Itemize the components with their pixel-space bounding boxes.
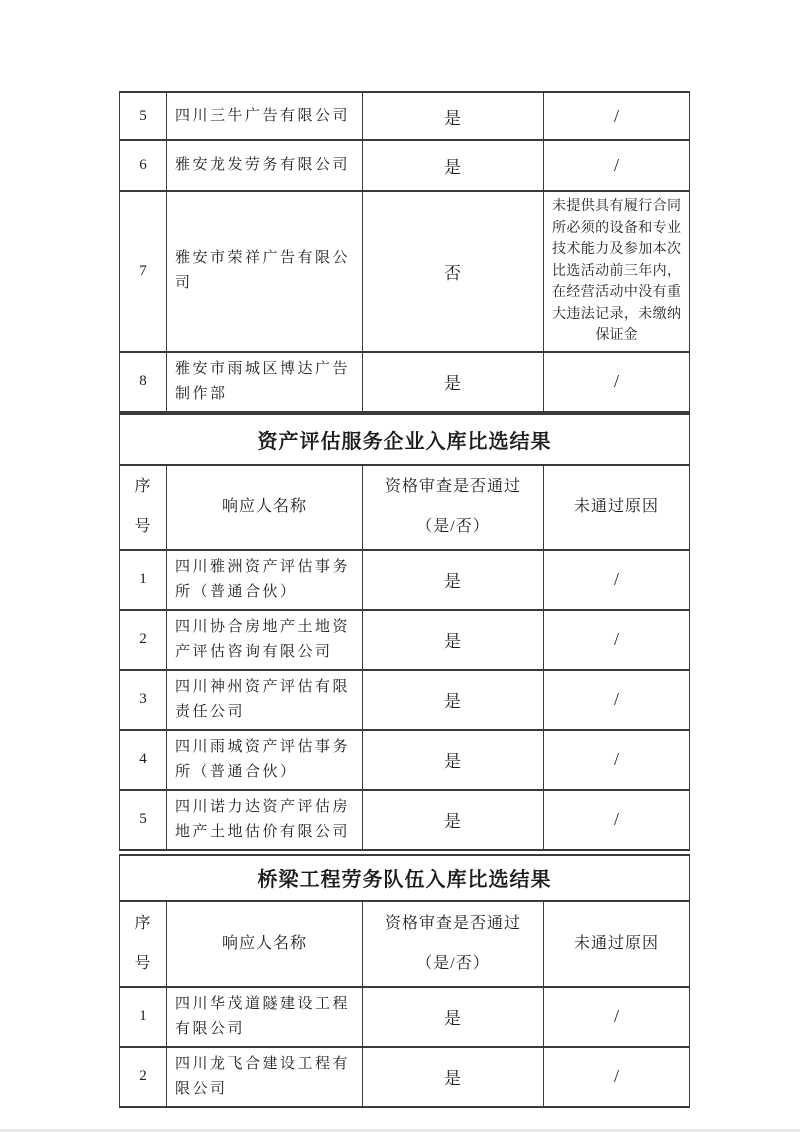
col-header-text: 资格审查是否通过 <box>384 478 521 495</box>
cell-fail-reason: / <box>544 140 690 191</box>
cell-row-number: 2 <box>120 610 167 670</box>
bridge-labor-results-table <box>119 854 690 1108</box>
cell-fail-reason: / <box>544 92 690 140</box>
col-header-text: 号 <box>134 954 152 972</box>
table-row <box>120 191 690 352</box>
cell-row-number: 1 <box>120 987 167 1047</box>
cell-row-number: 6 <box>120 140 167 191</box>
col-header-text: （是/否） <box>416 518 490 535</box>
col-header-qualification <box>363 901 544 987</box>
section-title-row <box>120 855 690 901</box>
advertising-results-table-continued <box>119 91 690 413</box>
section-title: 资产评估服务企业入库比选结果 <box>120 414 690 465</box>
table-header-row <box>120 465 690 550</box>
cell-company-name: 雅安市雨城区博达广告制作部 <box>167 352 363 412</box>
col-header-row-number <box>120 901 167 987</box>
cell-pass-status: 是 <box>363 352 544 412</box>
cell-company-name: 四川三牛广告有限公司 <box>167 92 363 140</box>
table-row <box>120 790 690 850</box>
col-header-text: 资格审查是否通过 <box>384 914 521 932</box>
section-title: 桥梁工程劳务队伍入库比选结果 <box>120 855 690 901</box>
cell-row-number: 3 <box>120 670 167 730</box>
cell-fail-reason: 未提供具有履行合同所必须的设备和专业技术能力及参加本次比选活动前三年内，在经营活动中没有重大违法记录，未缴纳保证金 <box>544 191 690 352</box>
col-header-text: 未通过原因 <box>573 934 659 952</box>
cell-fail-reason: / <box>544 790 690 850</box>
col-header-qualification <box>363 465 544 550</box>
cell-company-name: 雅安龙发劳务有限公司 <box>167 140 363 191</box>
cell-fail-reason: / <box>544 987 690 1047</box>
cell-fail-reason: / <box>544 730 690 790</box>
table-row <box>120 670 690 730</box>
cell-row-number: 8 <box>120 352 167 412</box>
col-header-text: 响应人名称 <box>221 498 307 515</box>
cell-company-name: 四川神州资产评估有限责任公司 <box>167 670 363 730</box>
asset-evaluation-results-table <box>119 413 690 851</box>
section-title-row <box>120 414 690 465</box>
col-header-text: 号 <box>134 518 152 535</box>
cell-row-number: 1 <box>120 550 167 610</box>
cell-pass-status: 是 <box>363 550 544 610</box>
cell-fail-reason: / <box>544 610 690 670</box>
cell-row-number: 2 <box>120 1047 167 1107</box>
cell-fail-reason: / <box>544 550 690 610</box>
cell-row-number: 5 <box>120 790 167 850</box>
table-row <box>120 730 690 790</box>
cell-company-name: 四川协合房地产土地资产评估咨询有限公司 <box>167 610 363 670</box>
cell-row-number: 7 <box>120 191 167 352</box>
document-body <box>119 91 689 1108</box>
cell-row-number: 4 <box>120 730 167 790</box>
cell-pass-status: 是 <box>363 670 544 730</box>
cell-fail-reason: / <box>544 1047 690 1107</box>
cell-company-name: 四川雅洲资产评估事务所（普通合伙） <box>167 550 363 610</box>
col-header-company-name <box>167 465 363 550</box>
col-header-text: 响应人名称 <box>221 934 307 952</box>
cell-row-number: 5 <box>120 92 167 140</box>
table-row <box>120 92 690 140</box>
col-header-fail-reason <box>544 901 690 987</box>
col-header-text: 未通过原因 <box>573 498 659 515</box>
cell-company-name: 四川诺力达资产评估房地产土地估价有限公司 <box>167 790 363 850</box>
col-header-company-name <box>167 901 363 987</box>
table-header-row <box>120 901 690 987</box>
cell-pass-status: 是 <box>363 140 544 191</box>
cell-pass-status: 是 <box>363 92 544 140</box>
table-row <box>120 550 690 610</box>
cell-company-name: 雅安市荣祥广告有限公司 <box>167 191 363 352</box>
col-header-text: （是/否） <box>416 954 490 972</box>
cell-pass-status: 是 <box>363 987 544 1047</box>
table-row <box>120 140 690 191</box>
cell-company-name: 四川雨城资产评估事务所（普通合伙） <box>167 730 363 790</box>
cell-fail-reason: / <box>544 352 690 412</box>
cell-pass-status: 是 <box>363 730 544 790</box>
cell-company-name: 四川华茂道隧建设工程有限公司 <box>167 987 363 1047</box>
cell-pass-status: 是 <box>363 1047 544 1107</box>
cell-pass-status: 是 <box>363 790 544 850</box>
cell-pass-status: 否 <box>363 191 544 352</box>
table-row <box>120 610 690 670</box>
table-row <box>120 987 690 1047</box>
col-header-row-number <box>120 465 167 550</box>
col-header-fail-reason <box>544 465 690 550</box>
table-row <box>120 1047 690 1107</box>
table-row <box>120 352 690 412</box>
cell-fail-reason: / <box>544 670 690 730</box>
col-header-text: 序 <box>134 914 152 932</box>
cell-pass-status: 是 <box>363 610 544 670</box>
cell-company-name: 四川龙飞合建设工程有限公司 <box>167 1047 363 1107</box>
col-header-text: 序 <box>134 478 152 495</box>
